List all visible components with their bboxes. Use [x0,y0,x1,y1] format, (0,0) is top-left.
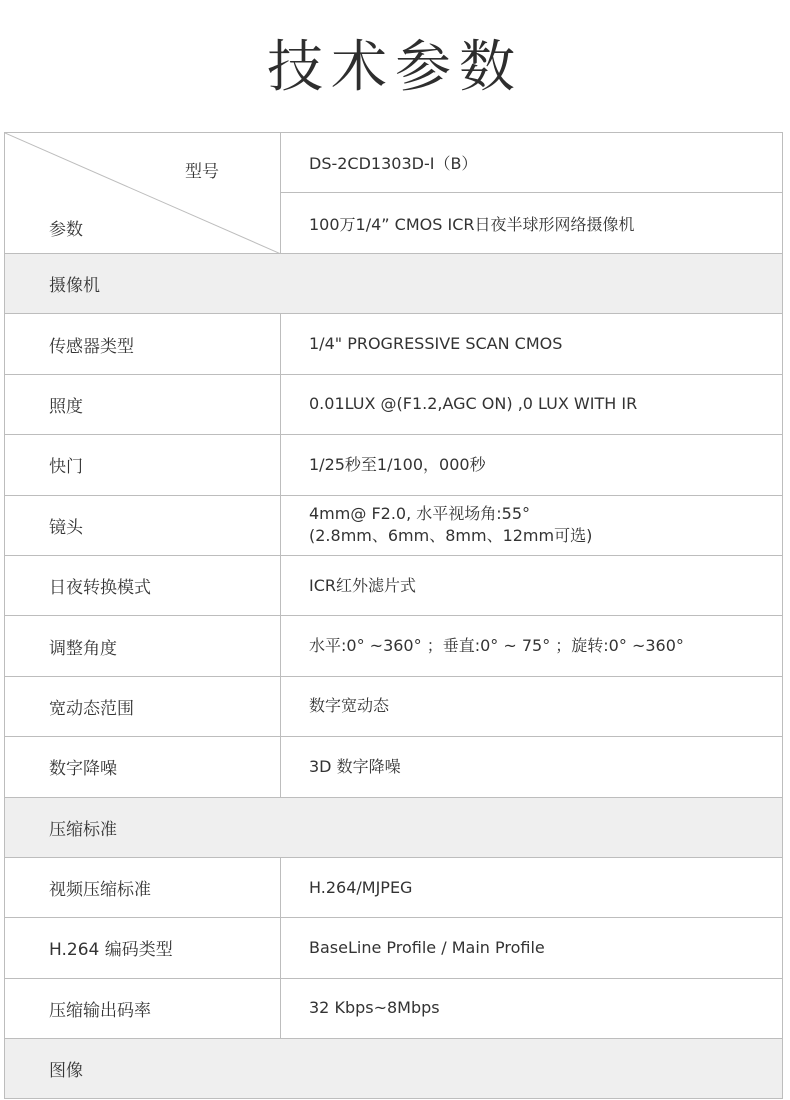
table-row [4,556,783,616]
page-title: 技术参数 [267,35,523,100]
description-value: 100万1/4” CMOS ICR日夜半球形网络摄像机 [309,214,635,234]
table-row [4,737,783,797]
header-values [281,133,782,253]
param-value [281,314,782,373]
section-row [4,798,783,858]
param-name: 调整角度 [5,616,281,675]
table-row [4,677,783,737]
table-row [4,375,783,435]
param-name: H.264 编码类型 [5,918,281,977]
param-value-text: 数字宽动态 [309,696,390,716]
model-value: DS-2CD1303D-I（B） [281,133,782,193]
table-row [4,918,783,978]
param-name: 日夜转换模式 [5,556,281,615]
section-row [4,1039,783,1099]
param-name: 镜头 [5,496,281,555]
param-value-text: 0.01LUX @(F1.2,AGC ON) ,0 LUX WITH IR [309,394,638,414]
param-value-text: H.264/MJPEG [309,877,413,897]
param-value [281,979,782,1038]
section-label: 摄像机 [49,276,100,297]
spec-table [4,132,783,1099]
param-name: 快门 [5,435,281,494]
table-row [4,435,783,495]
section-row [4,254,783,314]
param-value-text: 32 Kbps~8Mbps [309,998,440,1018]
param-value [281,435,782,494]
table-row [4,496,783,556]
param-value [281,375,782,434]
param-value [281,496,782,555]
param-value-text: 1/4" PROGRESSIVE SCAN CMOS [309,334,563,354]
param-name: 照度 [5,375,281,434]
param-name: 传感器类型 [5,314,281,373]
param-name: 宽动态范围 [5,677,281,736]
param-value-text: 水平:0° ~360° ；垂直:0° ~ 75° ；旋转:0° ~360° [309,636,684,656]
param-value [281,737,782,796]
param-value-text: 4mm@ F2.0, 水平视场角:55° [309,504,531,524]
table-row [4,979,783,1039]
param-value [281,616,782,675]
param-value-text: 3D 数字降噪 [309,756,401,776]
param-value-text-line2: (2.8mm、6mm、8mm、12mm可选) [309,526,593,546]
section-label: 图像 [49,1061,83,1082]
spec-rows [4,254,783,1099]
section-label: 压缩标准 [49,819,117,840]
header-diagonal-cell [5,133,281,253]
param-value-text: ICR红外滤片式 [309,575,417,595]
param-value [281,858,782,917]
table-header [4,133,783,254]
param-value [281,918,782,977]
param-name: 数字降噪 [5,737,281,796]
param-value-text: 1/25秒至1/100，000秒 [309,454,486,474]
param-value-text: BaseLine Profile / Main Profile [309,937,545,957]
table-row [4,858,783,918]
table-row [4,616,783,676]
model-label: 型号 [185,162,219,182]
param-value [281,556,782,615]
param-label: 参数 [49,220,83,240]
param-name: 压缩输出码率 [5,979,281,1038]
table-row [4,314,783,374]
param-value [281,677,782,736]
param-name: 视频压缩标准 [5,858,281,917]
diagonal-line [5,133,281,254]
